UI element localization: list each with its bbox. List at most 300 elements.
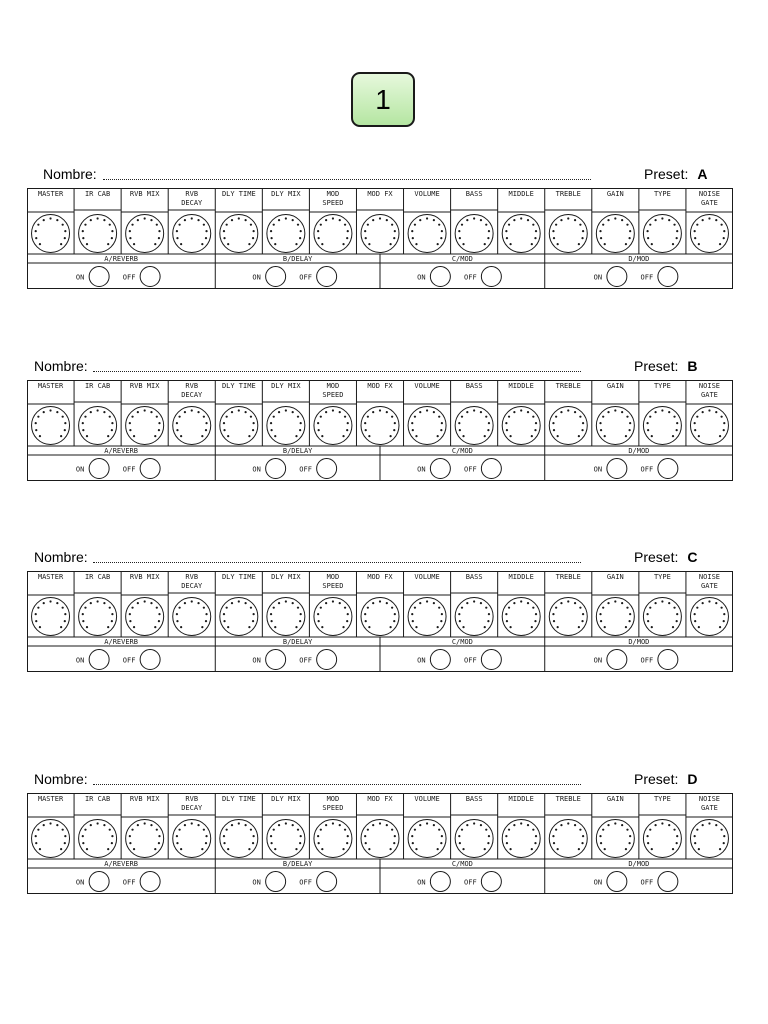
knob-dial[interactable] (32, 820, 70, 858)
knob-dial[interactable] (643, 820, 681, 858)
preset-letter: C (687, 549, 698, 565)
knob-dial[interactable] (79, 407, 117, 445)
knob-dial[interactable] (267, 820, 305, 858)
on-toggle[interactable] (266, 267, 286, 287)
knob[interactable] (502, 598, 540, 636)
knob-tick (300, 422, 302, 424)
knob-tick (226, 416, 228, 418)
knob-tick (535, 422, 537, 424)
knob-tick (715, 824, 717, 826)
knob-tick (696, 607, 698, 609)
knob-dial[interactable] (549, 407, 587, 445)
control-label: VOLUME (414, 382, 440, 390)
knob[interactable] (455, 215, 493, 253)
knob[interactable] (314, 598, 352, 636)
knob[interactable] (361, 215, 399, 253)
knob-tick (553, 842, 555, 844)
knob-tick (555, 416, 557, 418)
knob-tick (461, 829, 463, 831)
knob-tick (131, 607, 133, 609)
on-toggle[interactable] (266, 650, 286, 670)
knob[interactable] (502, 407, 540, 445)
name-input-line[interactable] (93, 371, 581, 372)
name-input-line[interactable] (93, 562, 581, 563)
control-label: MASTER (37, 795, 64, 803)
knob-dial[interactable] (596, 820, 634, 858)
on-toggle[interactable] (607, 650, 627, 670)
knob[interactable] (361, 820, 399, 858)
knob-dial[interactable] (502, 820, 540, 858)
knob-tick (651, 243, 653, 245)
knob-tick (82, 237, 84, 239)
knob[interactable] (220, 407, 258, 445)
knob-tick (462, 848, 464, 850)
off-toggle[interactable] (658, 459, 678, 479)
knob-dial[interactable] (32, 407, 70, 445)
control-label: BASS (465, 190, 483, 198)
knob[interactable] (79, 407, 117, 445)
knob-tick (607, 824, 609, 826)
knob-tick (318, 620, 320, 622)
knob-dial[interactable] (126, 820, 164, 858)
knob-tick (270, 835, 272, 837)
on-toggle[interactable] (430, 650, 450, 670)
knob[interactable] (596, 820, 634, 858)
knob-tick (318, 429, 320, 431)
knob-tick (698, 626, 700, 628)
on-toggle[interactable] (89, 267, 109, 287)
knob-dial[interactable] (455, 820, 493, 858)
knob-dial[interactable] (173, 820, 211, 858)
knob-dial[interactable] (267, 407, 305, 445)
knob-tick (176, 613, 178, 615)
knob-dial[interactable] (173, 598, 211, 636)
knob-tick (480, 411, 482, 413)
knob-tick (672, 435, 674, 437)
knob[interactable] (32, 215, 70, 253)
knob[interactable] (173, 407, 211, 445)
knob-dial[interactable] (455, 407, 493, 445)
knob-tick (602, 829, 604, 831)
knob-tick (184, 411, 186, 413)
knob[interactable] (126, 820, 164, 858)
knob[interactable] (361, 598, 399, 636)
knob-tick (103, 602, 105, 604)
knob-tick (629, 835, 631, 837)
knob-tick (578, 848, 580, 850)
knob-tick (509, 848, 511, 850)
knob[interactable] (596, 215, 634, 253)
knob[interactable] (220, 820, 258, 858)
knob-tick (346, 237, 348, 239)
knob[interactable] (126, 598, 164, 636)
knob[interactable] (32, 598, 70, 636)
knob-tick (339, 219, 341, 221)
knob[interactable] (267, 598, 305, 636)
knob-tick (273, 224, 275, 226)
knob-tick (505, 613, 507, 615)
knob[interactable] (79, 215, 117, 253)
knob-tick (154, 243, 156, 245)
knob-tick (137, 219, 139, 221)
knob-tick (250, 224, 252, 226)
knob-tick (567, 409, 569, 411)
name-input-line[interactable] (93, 784, 581, 785)
knob[interactable] (220, 598, 258, 636)
control-label: RVB (185, 795, 199, 803)
control-label: MASTER (37, 190, 64, 198)
knob-tick (84, 224, 86, 226)
knob-tick (696, 416, 698, 418)
knob-tick (673, 829, 675, 831)
knob-tick (273, 607, 275, 609)
off-label: OFF (464, 656, 477, 665)
knob[interactable] (455, 407, 493, 445)
knob[interactable] (220, 215, 258, 253)
knob-tick (129, 835, 131, 837)
knob[interactable] (690, 820, 728, 858)
knob-tick (300, 835, 302, 837)
knob-dial[interactable] (502, 407, 540, 445)
control-label: DLY TIME (221, 573, 256, 581)
knob-tick (390, 626, 392, 628)
control-label: MOD (326, 382, 340, 390)
knob-dial[interactable] (314, 407, 352, 445)
knob-tick (82, 429, 84, 431)
off-toggle[interactable] (140, 267, 160, 287)
knob-tick (411, 613, 413, 615)
knob[interactable] (455, 598, 493, 636)
knob-tick (458, 422, 460, 424)
knob-dial[interactable] (596, 215, 634, 253)
knob-tick (223, 613, 225, 615)
knob-dial[interactable] (690, 215, 728, 253)
knob-dial[interactable] (220, 407, 258, 445)
knob-tick (414, 829, 416, 831)
knob-dial[interactable] (79, 215, 117, 253)
knob-dial[interactable] (220, 820, 258, 858)
knob-dial[interactable] (314, 598, 352, 636)
off-toggle[interactable] (140, 459, 160, 479)
knob-tick (97, 600, 99, 602)
knob-dial[interactable] (126, 598, 164, 636)
knob-dial[interactable] (596, 598, 634, 636)
knob-tick (43, 824, 45, 826)
knob[interactable] (408, 407, 446, 445)
knob-dial[interactable] (361, 820, 399, 858)
knob-tick (109, 829, 111, 831)
knob-tick (579, 224, 581, 226)
knob-tick (299, 842, 301, 844)
off-toggle[interactable] (317, 459, 337, 479)
knob[interactable] (267, 215, 305, 253)
knob-dial[interactable] (173, 215, 211, 253)
off-toggle[interactable] (481, 267, 501, 287)
knob[interactable] (690, 598, 728, 636)
knob[interactable] (126, 407, 164, 445)
knob-tick (342, 626, 344, 628)
control-label: GAIN (606, 190, 624, 198)
knob-tick (248, 626, 250, 628)
knob-tick (226, 607, 228, 609)
knob-tick (273, 829, 275, 831)
off-toggle[interactable] (481, 650, 501, 670)
knob[interactable] (502, 820, 540, 858)
off-toggle[interactable] (481, 872, 501, 892)
knob-dial[interactable] (32, 215, 70, 253)
knob-dial[interactable] (267, 598, 305, 636)
knob-tick (379, 600, 381, 602)
knob-dial[interactable] (596, 407, 634, 445)
on-label: ON (417, 465, 426, 474)
preset-label (634, 771, 697, 787)
off-label: OFF (122, 273, 136, 282)
knob-tick (35, 230, 37, 232)
knob[interactable] (596, 407, 634, 445)
knob-tick (676, 835, 678, 837)
knob[interactable] (361, 407, 399, 445)
knob-tick (614, 409, 616, 411)
knob-tick (462, 626, 464, 628)
knob[interactable] (408, 820, 446, 858)
knob-dial[interactable] (502, 598, 540, 636)
knob[interactable] (596, 598, 634, 636)
knob-dial[interactable] (79, 820, 117, 858)
knob-dial[interactable] (549, 598, 587, 636)
knob-tick (137, 824, 139, 826)
on-toggle[interactable] (607, 459, 627, 479)
knob-tick (488, 835, 490, 837)
knob-dial[interactable] (314, 820, 352, 858)
knob-tick (197, 602, 199, 604)
control-label: MIDDLE (508, 382, 534, 390)
knob[interactable] (79, 820, 117, 858)
knob-tick (344, 829, 346, 831)
knob-tick (723, 429, 725, 431)
knob-tick (321, 848, 323, 850)
off-toggle[interactable] (658, 650, 678, 670)
knob-tick (201, 435, 203, 437)
knob-tick (553, 429, 555, 431)
knob[interactable] (173, 215, 211, 253)
knob-tick (297, 607, 299, 609)
knob-dial[interactable] (549, 820, 587, 858)
on-toggle[interactable] (607, 267, 627, 287)
knob[interactable] (549, 598, 587, 636)
knob-tick (299, 237, 301, 239)
knob-tick (487, 842, 489, 844)
knob-dial[interactable] (408, 407, 446, 445)
knob-dial[interactable] (361, 598, 399, 636)
on-toggle[interactable] (607, 872, 627, 892)
knob-tick (581, 237, 583, 239)
off-label: OFF (299, 273, 312, 282)
knob-dial[interactable] (455, 215, 493, 253)
knob-tick (231, 824, 233, 826)
knob-tick (325, 411, 327, 413)
on-toggle[interactable] (430, 267, 450, 287)
knob-tick (415, 243, 417, 245)
control-board (27, 188, 733, 289)
off-label: OFF (464, 878, 477, 887)
knob[interactable] (643, 215, 681, 253)
knob[interactable] (455, 820, 493, 858)
name-input-line[interactable] (103, 179, 591, 180)
knob-tick (158, 842, 160, 844)
knob-tick (227, 243, 229, 245)
knob-dial[interactable] (408, 215, 446, 253)
on-toggle[interactable] (89, 650, 109, 670)
knob-dial[interactable] (361, 407, 399, 445)
knob-tick (43, 602, 45, 604)
knob-dial[interactable] (690, 407, 728, 445)
knob[interactable] (314, 215, 352, 253)
knob[interactable] (32, 820, 70, 858)
on-label: ON (75, 273, 85, 282)
section-label: A/REVERB (104, 255, 138, 263)
knob-dial[interactable] (455, 598, 493, 636)
knob[interactable] (267, 407, 305, 445)
knob[interactable] (32, 407, 70, 445)
knob[interactable] (502, 215, 540, 253)
knob-tick (676, 613, 678, 615)
knob[interactable] (314, 407, 352, 445)
knob-tick (321, 435, 323, 437)
knob-tick (555, 829, 557, 831)
knob-dial[interactable] (361, 215, 399, 253)
knob-dial[interactable] (643, 598, 681, 636)
off-toggle[interactable] (140, 650, 160, 670)
knob-tick (647, 237, 649, 239)
knob-tick (390, 435, 392, 437)
knob-dial[interactable] (408, 598, 446, 636)
knob-tick (320, 224, 322, 226)
knob-tick (111, 835, 113, 837)
knob-dial[interactable] (220, 598, 258, 636)
knob-tick (390, 848, 392, 850)
knob-tick (461, 416, 463, 418)
preset-block-c (0, 549, 768, 679)
knob-tick (156, 607, 158, 609)
knob-tick (129, 613, 131, 615)
knob-tick (574, 219, 576, 221)
on-toggle[interactable] (430, 459, 450, 479)
knob-tick (567, 822, 569, 824)
knob-dial[interactable] (408, 820, 446, 858)
knob-dial[interactable] (173, 407, 211, 445)
knob-tick (581, 429, 583, 431)
off-toggle[interactable] (317, 650, 337, 670)
on-toggle[interactable] (266, 459, 286, 479)
knob[interactable] (408, 598, 446, 636)
knob-tick (285, 822, 287, 824)
knob-tick (60, 848, 62, 850)
knob-dial[interactable] (314, 215, 352, 253)
knob-dial[interactable] (549, 215, 587, 253)
knob-tick (488, 422, 490, 424)
knob-dial[interactable] (126, 215, 164, 253)
knob-tick (527, 602, 529, 604)
knob-tick (367, 416, 369, 418)
knob[interactable] (173, 820, 211, 858)
on-toggle[interactable] (89, 872, 109, 892)
knob[interactable] (643, 598, 681, 636)
knob-tick (64, 842, 66, 844)
off-toggle[interactable] (658, 267, 678, 287)
on-toggle[interactable] (89, 459, 109, 479)
knob-tick (111, 237, 113, 239)
knob-tick (426, 409, 428, 411)
knob[interactable] (643, 407, 681, 445)
off-label: OFF (640, 878, 654, 887)
knob-dial[interactable] (690, 820, 728, 858)
knob-tick (271, 237, 273, 239)
control-label: SPEED (322, 391, 344, 399)
knob-tick (484, 848, 486, 850)
knob[interactable] (549, 407, 587, 445)
knob-dial[interactable] (220, 215, 258, 253)
control-label: IR CAB (84, 795, 111, 803)
knob-tick (150, 602, 152, 604)
preset-letter: B (687, 358, 698, 374)
on-toggle[interactable] (430, 872, 450, 892)
off-toggle[interactable] (317, 872, 337, 892)
knob-dial[interactable] (643, 407, 681, 445)
knob-dial[interactable] (126, 407, 164, 445)
knob-tick (480, 219, 482, 221)
knob[interactable] (408, 215, 446, 253)
knob-tick (488, 613, 490, 615)
knob[interactable] (79, 598, 117, 636)
knob-tick (238, 822, 240, 824)
off-toggle[interactable] (481, 459, 501, 479)
on-toggle[interactable] (266, 872, 286, 892)
off-toggle[interactable] (658, 872, 678, 892)
off-toggle[interactable] (140, 872, 160, 892)
knob-dial[interactable] (502, 215, 540, 253)
knob-tick (129, 237, 131, 239)
knob[interactable] (549, 820, 587, 858)
knob[interactable] (690, 407, 728, 445)
knob-dial[interactable] (32, 598, 70, 636)
control-label: BASS (465, 795, 483, 803)
knob-tick (332, 822, 334, 824)
knob[interactable] (267, 820, 305, 858)
knob-tick (273, 416, 275, 418)
knob-tick (274, 243, 276, 245)
knob-dial[interactable] (690, 598, 728, 636)
knob-dial[interactable] (79, 598, 117, 636)
knob-tick (647, 842, 649, 844)
knob[interactable] (126, 215, 164, 253)
knob[interactable] (643, 820, 681, 858)
off-toggle[interactable] (317, 267, 337, 287)
knob[interactable] (690, 215, 728, 253)
knob-dial[interactable] (267, 215, 305, 253)
knob-tick (270, 613, 272, 615)
on-label: ON (252, 878, 261, 887)
knob-tick (485, 829, 487, 831)
knob-tick (698, 435, 700, 437)
knob[interactable] (173, 598, 211, 636)
knob[interactable] (549, 215, 587, 253)
knob-tick (158, 230, 160, 232)
knob-tick (508, 829, 510, 831)
knob-dial[interactable] (643, 215, 681, 253)
knob-tick (414, 607, 416, 609)
knob[interactable] (314, 820, 352, 858)
knob-tick (158, 613, 160, 615)
